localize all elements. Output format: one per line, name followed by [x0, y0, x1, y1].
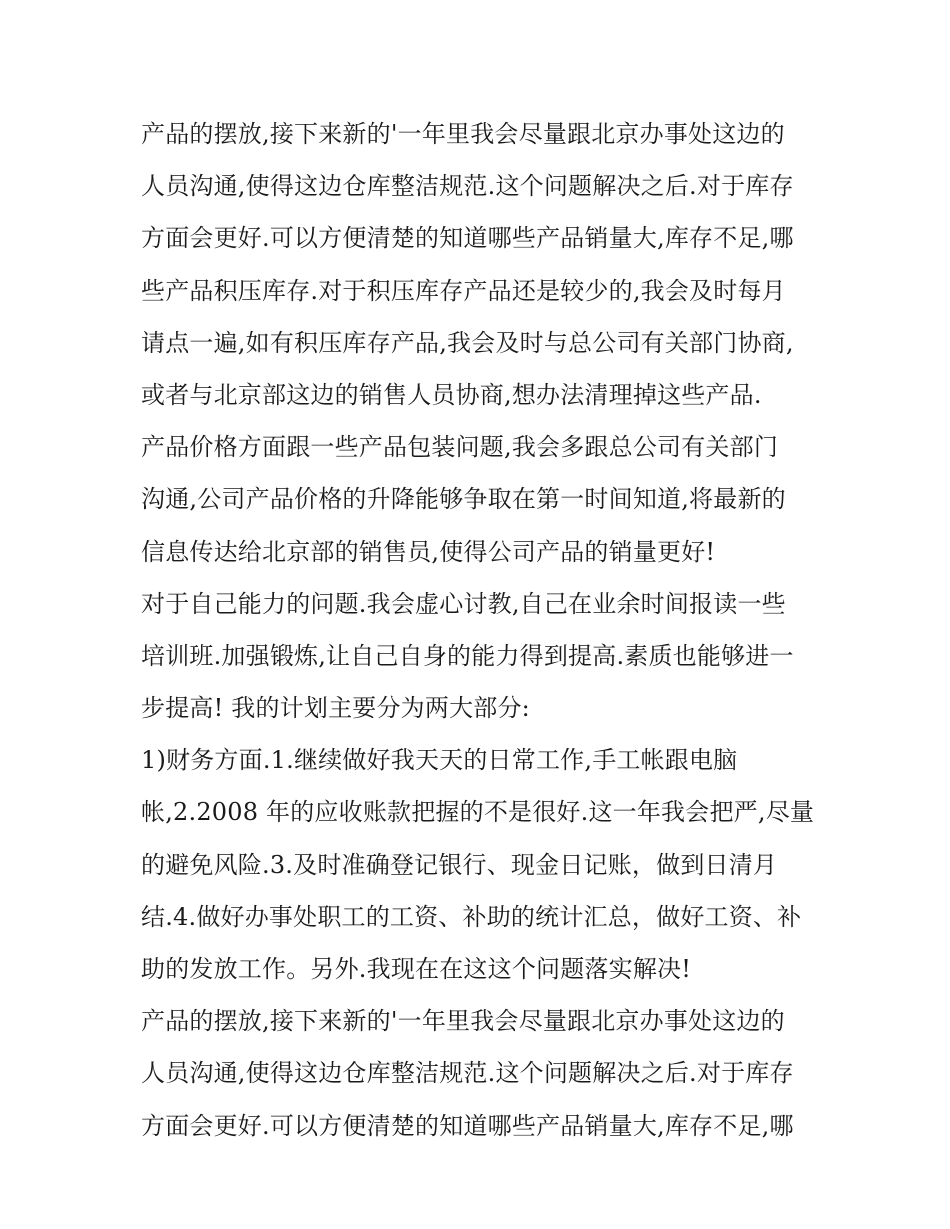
text-line: 产品的摆放,接下来新的'一年里我会尽量跟北京办事处这边的	[141, 120, 785, 148]
text-line: 人员沟通,使得这边仓库整洁规范.这个问题解决之后.对于库存	[141, 1059, 794, 1088]
text-line: 产品价格方面跟一些产品包装问题,我会多跟总公司有关部门	[141, 433, 779, 462]
text-line: 帐,2.2008 年的应收账款把握的不是很好.这一年我会把严,尽量	[141, 798, 815, 827]
text-line: 请点一遍,如有积压库存产品,我会及时与总公司有关部门协商,	[141, 328, 794, 357]
text-line: 助的发放工作。另外.我现在在这这个问题落实解决!	[141, 955, 692, 983]
text-line: 人员沟通,使得这边仓库整洁规范.这个问题解决之后.对于库存	[141, 172, 794, 201]
text-line: 信息传达给北京部的销售员,使得公司产品的销量更好!	[141, 537, 716, 566]
text-line: 或者与北京部这边的销售人员协商,想办法清理掉这些产品.	[141, 380, 762, 409]
text-line: 产品的摆放,接下来新的'一年里我会尽量跟北京办事处这边的	[141, 1007, 785, 1036]
text-line: 的避免风险.3.及时准确登记银行、现金日记账，做到日清月	[141, 850, 778, 879]
text-line: 1)财务方面.1.继续做好我天天的日常工作,手工帐跟电脑	[141, 746, 738, 775]
text-line: 结.4.做好办事处职工的工资、补助的统计汇总，做好工资、补	[141, 902, 802, 931]
text-line: 步提高! 我的计划主要分为两大部分:	[141, 694, 530, 723]
text-line: 沟通,公司产品价格的升降能够争取在第一时间知道,将最新的	[141, 485, 786, 514]
text-line: 方面会更好.可以方便清楚的知道哪些产品销量大,库存不足,哪	[141, 224, 794, 253]
document-body	[141, 108, 821, 1152]
text-line: 对于自己能力的问题.我会虚心讨教,自己在业余时间报读一些	[141, 589, 786, 618]
text-line: 些产品积压库存.对于积压库存产品还是较少的,我会及时每月	[141, 276, 786, 305]
text-line: 方面会更好.可以方便清楚的知道哪些产品销量大,库存不足,哪	[141, 1111, 794, 1140]
text-line: 培训班.加强锻炼,让自己自身的能力得到提高.素质也能够进一	[141, 641, 794, 670]
